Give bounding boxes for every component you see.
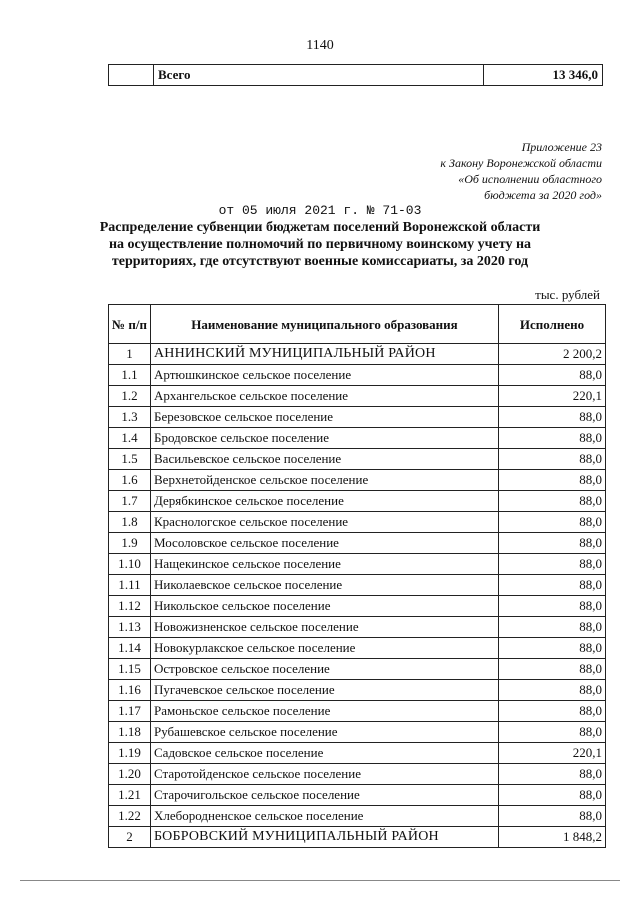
row-num: 1 — [109, 344, 151, 365]
row-name: Нащекинское сельское поселение — [151, 554, 499, 575]
table-row — [109, 827, 606, 848]
table-row — [109, 428, 606, 449]
row-name: Бродовское сельское поселение — [151, 428, 499, 449]
appendix-line: к Закону Воронежской области — [440, 156, 602, 170]
table-row — [109, 344, 606, 365]
row-num: 1.20 — [109, 764, 151, 785]
law-date-stamp: от 05 июля 2021 г. № 71-03 — [218, 203, 422, 218]
table-row — [109, 470, 606, 491]
row-value: 88,0 — [499, 575, 606, 596]
table-row — [109, 596, 606, 617]
header-value: Исполнено — [499, 305, 606, 344]
row-num: 1.12 — [109, 596, 151, 617]
row-num: 1.6 — [109, 470, 151, 491]
total-value: 13 346,0 — [484, 65, 603, 86]
row-value: 88,0 — [499, 680, 606, 701]
row-num: 1.16 — [109, 680, 151, 701]
row-name: Мосоловское сельское поселение — [151, 533, 499, 554]
row-value: 2 200,2 — [499, 344, 606, 365]
total-label: Всего — [154, 65, 484, 86]
row-value: 88,0 — [499, 491, 606, 512]
row-num: 1.9 — [109, 533, 151, 554]
table-row — [109, 806, 606, 827]
row-num: 1.5 — [109, 449, 151, 470]
row-num: 1.1 — [109, 365, 151, 386]
row-name: Краснологское сельское поселение — [151, 512, 499, 533]
table-row — [109, 575, 606, 596]
row-name: Верхнетойденское сельское поселение — [151, 470, 499, 491]
total-row — [109, 65, 603, 86]
row-name: Рубашевское сельское поселение — [151, 722, 499, 743]
row-value: 88,0 — [499, 512, 606, 533]
row-num: 1.14 — [109, 638, 151, 659]
table-row — [109, 407, 606, 428]
row-value: 88,0 — [499, 617, 606, 638]
row-name: Пугачевское сельское поселение — [151, 680, 499, 701]
row-name: Садовское сельское поселение — [151, 743, 499, 764]
row-name: Хлебородненское сельское поселение — [151, 806, 499, 827]
table-row — [109, 743, 606, 764]
row-value: 220,1 — [499, 386, 606, 407]
row-value: 88,0 — [499, 785, 606, 806]
row-value: 1 848,2 — [499, 827, 606, 848]
row-value: 88,0 — [499, 764, 606, 785]
title-line: территориях, где отсутствуют военные комиссариаты, за 2020 год — [111, 254, 529, 269]
row-value: 88,0 — [499, 806, 606, 827]
table-row — [109, 554, 606, 575]
table-row — [109, 491, 606, 512]
table-row — [109, 617, 606, 638]
row-num: 1.4 — [109, 428, 151, 449]
page-bottom-rule — [20, 880, 620, 881]
row-value: 88,0 — [499, 449, 606, 470]
table-row — [109, 386, 606, 407]
row-num: 1.21 — [109, 785, 151, 806]
row-num: 1.2 — [109, 386, 151, 407]
header-name: Наименование муниципального образования — [151, 305, 499, 344]
row-value: 220,1 — [499, 743, 606, 764]
row-value: 88,0 — [499, 470, 606, 491]
row-num: 1.3 — [109, 407, 151, 428]
row-name: Березовское сельское поселение — [151, 407, 499, 428]
row-name: Васильевское сельское поселение — [151, 449, 499, 470]
row-num: 1.18 — [109, 722, 151, 743]
row-value: 88,0 — [499, 407, 606, 428]
row-value: 88,0 — [499, 659, 606, 680]
row-value: 88,0 — [499, 722, 606, 743]
row-num: 2 — [109, 827, 151, 848]
row-num: 1.13 — [109, 617, 151, 638]
title-line: Распределение субвенции бюджетам поселений Воронежской области — [99, 220, 541, 235]
table-row — [109, 638, 606, 659]
row-name: Старочигольское сельское поселение — [151, 785, 499, 806]
total-num-cell — [109, 65, 154, 86]
row-name: Островское сельское поселение — [151, 659, 499, 680]
row-name: АННИНСКИЙ МУНИЦИПАЛЬНЫЙ РАЙОН — [151, 344, 499, 365]
table-row — [109, 680, 606, 701]
row-value: 88,0 — [499, 554, 606, 575]
total-table — [108, 64, 603, 86]
row-value: 88,0 — [499, 533, 606, 554]
row-name: Артюшкинское сельское поселение — [151, 365, 499, 386]
row-value: 88,0 — [499, 701, 606, 722]
table-row — [109, 365, 606, 386]
row-num: 1.15 — [109, 659, 151, 680]
row-name: Архангельское сельское поселение — [151, 386, 499, 407]
appendix-note — [440, 139, 602, 203]
row-value: 88,0 — [499, 596, 606, 617]
row-num: 1.11 — [109, 575, 151, 596]
row-name: Новокурлакское сельское поселение — [151, 638, 499, 659]
row-name: Николаевское сельское поселение — [151, 575, 499, 596]
header-num: № п/п — [109, 305, 151, 344]
table-row — [109, 785, 606, 806]
units-label: тыс. рублей — [535, 287, 600, 302]
row-num: 1.19 — [109, 743, 151, 764]
row-value: 88,0 — [499, 428, 606, 449]
table-row — [109, 533, 606, 554]
row-num: 1.10 — [109, 554, 151, 575]
document-title — [90, 219, 550, 270]
table-row — [109, 701, 606, 722]
table-body — [109, 344, 606, 848]
row-num: 1.22 — [109, 806, 151, 827]
row-value: 88,0 — [499, 638, 606, 659]
appendix-line: бюджета за 2020 год» — [484, 188, 602, 202]
row-value: 88,0 — [499, 365, 606, 386]
row-num: 1.8 — [109, 512, 151, 533]
table-row — [109, 659, 606, 680]
table-row — [109, 722, 606, 743]
row-name: Рамоньское сельское поселение — [151, 701, 499, 722]
row-num: 1.17 — [109, 701, 151, 722]
row-name: Дерябкинское сельское поселение — [151, 491, 499, 512]
row-num: 1.7 — [109, 491, 151, 512]
appendix-line: Приложение 23 — [521, 140, 602, 154]
table-row — [109, 764, 606, 785]
table-row — [109, 512, 606, 533]
table-header-row — [109, 305, 606, 344]
page-number: 1140 — [306, 38, 334, 53]
row-name: БОБРОВСКИЙ МУНИЦИПАЛЬНЫЙ РАЙОН — [151, 827, 499, 848]
title-line: на осуществление полномочий по первичному воинскому учету на — [108, 237, 532, 252]
appendix-line: «Об исполнении областного — [458, 172, 602, 186]
row-name: Новожизненское сельское поселение — [151, 617, 499, 638]
row-name: Старотойденское сельское поселение — [151, 764, 499, 785]
row-name: Никольское сельское поселение — [151, 596, 499, 617]
table-row — [109, 449, 606, 470]
distribution-table — [108, 304, 606, 848]
